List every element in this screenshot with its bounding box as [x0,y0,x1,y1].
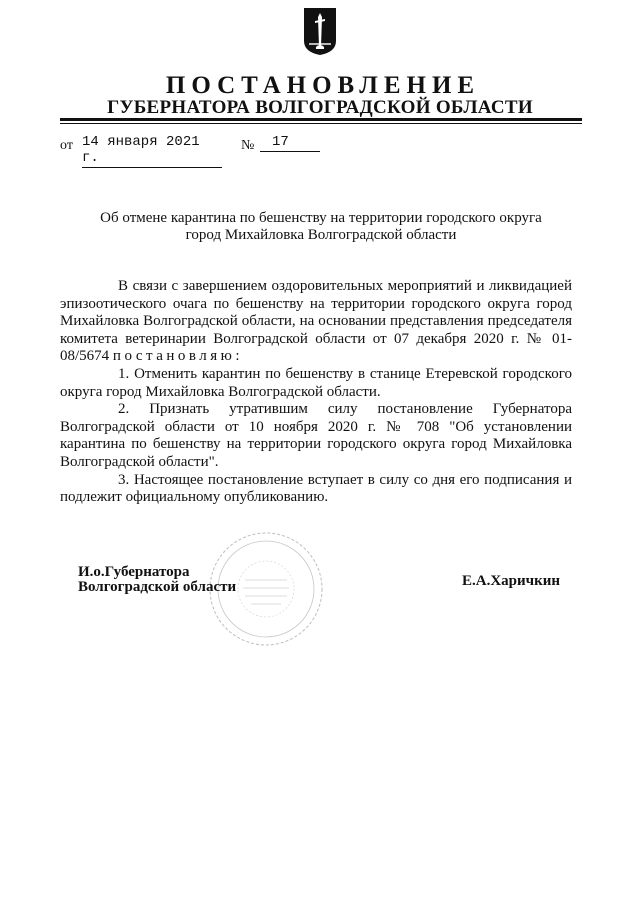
signatory-position-line-2: Волгоградской области [78,579,237,595]
signatory-position [78,565,236,595]
header-rule-thick [60,118,582,121]
decree-word: постановляю: [112,348,244,365]
intro-text: В связи с завершением оздоровительных мероприятий и ликвидацией эпизоотического очага по бешенству на территории городского округа город Михайловка Волгоградской области, на основании представления председателя комитета ветеринарии Волгоградской области от 07 декабря 2020 г. № 01-08/5674 [60,278,572,365]
signatory-position-line-1: И.о.Губернатора [78,564,190,580]
intro-paragraph [60,278,572,366]
document-body [60,278,572,507]
document-title: ПОСТАНОВЛЕНИЕ [165,72,481,99]
date-number-row [60,134,360,166]
document-subtitle: ГУБЕРНАТОРА ВОЛГОГРАДСКОЙ ОБЛАСТИ [107,97,533,118]
number-value: 17 [260,134,320,152]
signatory-name: Е.А.Харичкин [462,573,561,589]
coat-of-arms-icon [303,7,337,56]
item-3: 3. Настоящее постановление вступает в силу со дня его подписания и подлежит официальному опубликованию. [60,471,572,506]
header-rule-thin [60,123,582,124]
item-2: 2. Признать утратившим силу постановление Губернатора Волгоградской области от 10 ноября 2020 г. № 708 "Об установлении карантина по бешенству на территории городского округа город Михайловка Волгоградской области". [60,401,572,470]
item-1: 1. Отменить карантин по бешенству в станице Етеревской городского округа город Михайловка Волгоградской области. [60,365,572,400]
date-prefix: от [60,138,73,153]
subject-line-1: Об отмене карантина по бешенству на территории городского округа [100,210,542,226]
number-label: № [241,138,255,153]
subject-line-2: город Михайловка Волгоградской области [185,227,457,243]
date-value: 14 января 2021 г. [82,134,222,168]
document-subject [60,210,582,244]
